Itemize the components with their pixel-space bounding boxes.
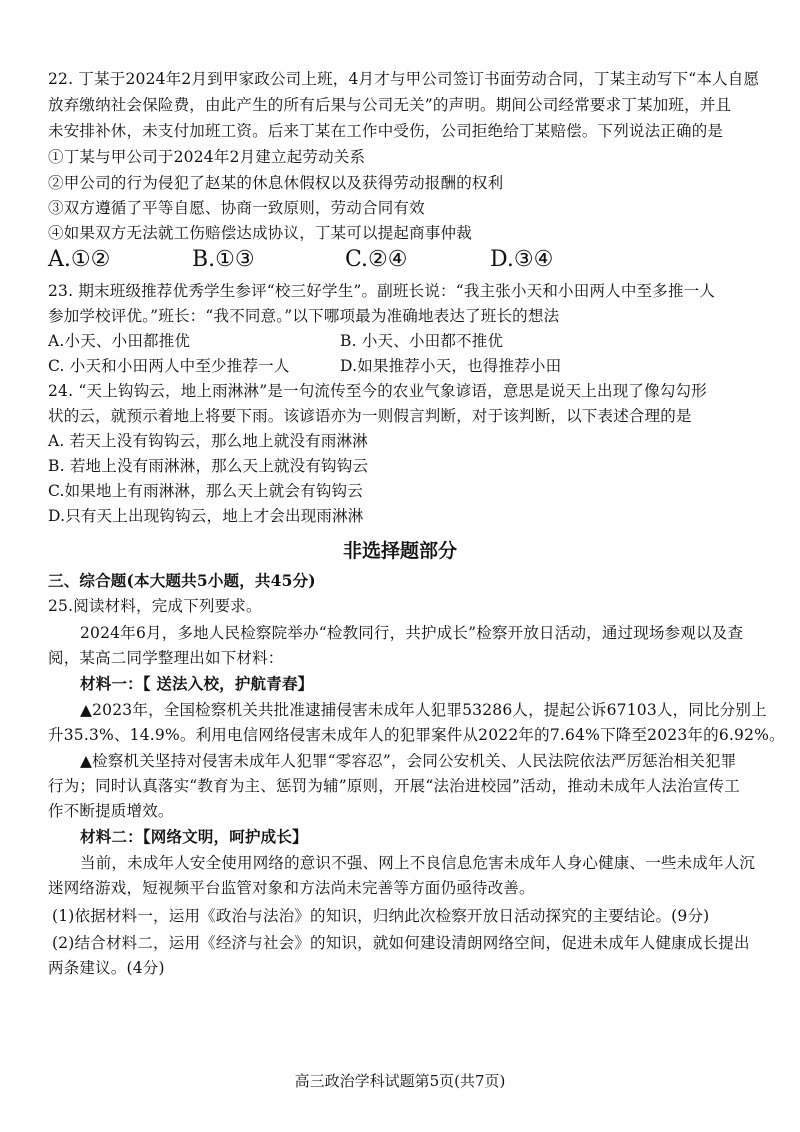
q23-option-b: B. 小天、小田都不推优: [340, 332, 504, 350]
q24-option-c: C.如果地上有雨淋淋，那么天上就会有钩钩云: [48, 482, 363, 500]
q22-item-4: ④如果双方无法就工伤赔偿达成协议，丁某可以提起商事仲裁: [48, 224, 472, 242]
material-1-p2-line-2: 行为；同时认真落实“教育为主、惩罚为辅”原则，开展“法治进校园”活动，推动未成年人法治宣传工: [48, 777, 740, 795]
q25-para1-line-1: 2024年6月，多地人民检察院举办“检教同行，共护成长”检察开放日活动，通过现场参观以及查: [80, 624, 744, 642]
requirement-2-line-1: (2)结合材料二，运用《经济与社会》的知识，就如何建设清朗网络空间，促进未成年人健康成长提出: [52, 934, 750, 952]
material-1-p2-line-3: 作不断提质增效。: [48, 802, 174, 820]
q22-line-1: 22. 丁某于2024年2月到甲家政公司上班，4月才与甲公司签订书面劳动合同，丁某主动写下“本人自愿: [48, 70, 760, 88]
requirement-1: (1)依据材料一，运用《政治与法治》的知识，归纳此次检察开放日活动探究的主要结论。(9分): [52, 907, 710, 925]
q23-line-1: 23. 期末班级推荐优秀学生参评“校三好学生”。副班长说：“我主张小天和小田两人中至多推一人: [48, 282, 716, 300]
q22-item-1: ①丁某与甲公司于2024年2月建立起劳动关系: [48, 148, 366, 166]
section-heading: 非选择题部分: [342, 540, 457, 562]
section3-title: 三、综合题(本大题共5小题，共45分): [48, 571, 316, 590]
q22-option-b: B.①③: [192, 247, 255, 272]
page-footer: 高三政治学科试题第5页(共7页): [294, 1072, 506, 1090]
q22-option-d: D.③④: [490, 247, 554, 272]
material-1-p1-line-1: ▲2023年，全国检察机关共批准逮捕侵害未成年人犯罪53286人，提起公诉67103人，同比分别上: [80, 701, 767, 719]
material-2-line-2: 迷网络游戏，短视频平台监管对象和方法尚未完善等方面仍亟待改善。: [48, 879, 535, 897]
q24-option-d: D.只有天上出现钩钩云，地上才会出现雨淋淋: [48, 507, 364, 525]
q23-line-2: 参加学校评优。”班长：“我不同意。”以下哪项最为准确地表达了班长的想法: [48, 307, 560, 325]
material-1-p2-line-1: ▲检察机关坚持对侵害未成年人犯罪“零容忍”，会同公安机关、人民法院依法严厉惩治相关犯罪: [80, 752, 737, 770]
q25-intro: 25.阅读材料，完成下列要求。: [48, 597, 262, 615]
material-2-line-1: 当前，未成年人安全使用网络的意识不强、网上不良信息危害未成年人身心健康、一些未成年人沉: [80, 854, 756, 872]
material-2-label: 材料二：【网络文明，呵护成长】: [80, 827, 308, 846]
q25-para1-line-2: 阅，某高二同学整理出如下材料：: [48, 649, 284, 667]
material-1-p1-line-2: 升35.3%、14.9%。利用电信网络侵害未成年人的犯罪案件从2022年的7.64%下降至2023年的6.92%。: [48, 726, 785, 744]
q24-option-b: B. 若地上没有雨淋淋，那么天上就没有钩钩云: [48, 457, 369, 475]
q23-option-c: C. 小天和小田两人中至少推荐一人: [48, 357, 290, 375]
q22-item-2: ②甲公司的行为侵犯了赵某的休息休假权以及获得劳动报酬的权利: [48, 174, 504, 192]
q24-line-1: 24. “天上钩钩云，地上雨淋淋”是一句流传至今的农业气象谚语，意思是说天上出现了像勾勾形: [48, 382, 707, 400]
q22-option-a: A.①②: [48, 247, 111, 272]
q22-item-3: ③双方遵循了平等自愿、协商一致原则，劳动合同有效: [48, 199, 425, 217]
material-1-label: 材料一：【 送法入校，护航青春】: [80, 674, 314, 693]
requirement-2-line-2: 两条建议。(4分): [48, 959, 165, 977]
q22-option-c: C.②④: [345, 247, 408, 272]
q23-option-a: A.小天、小田都推优: [48, 332, 191, 350]
q23-option-d: D.如果推荐小天，也得推荐小田: [340, 357, 562, 375]
q24-option-a: A. 若天上没有钩钩云，那么地上就没有雨淋淋: [48, 432, 368, 450]
q22-line-3: 未安排补休，未支付加班工资。后来丁某在工作中受伤，公司拒绝给丁某赔偿。下列说法正确的是: [48, 122, 724, 140]
q22-line-2: 放弃缴纳社会保险费，由此产生的所有后果与公司无关”的声明。期间公司经常要求丁某加班，并且: [48, 96, 732, 114]
q24-line-2: 状的云，就预示着地上将要下雨。该谚语亦为一则假言判断，对于该判断，以下表述合理的是: [48, 407, 692, 425]
